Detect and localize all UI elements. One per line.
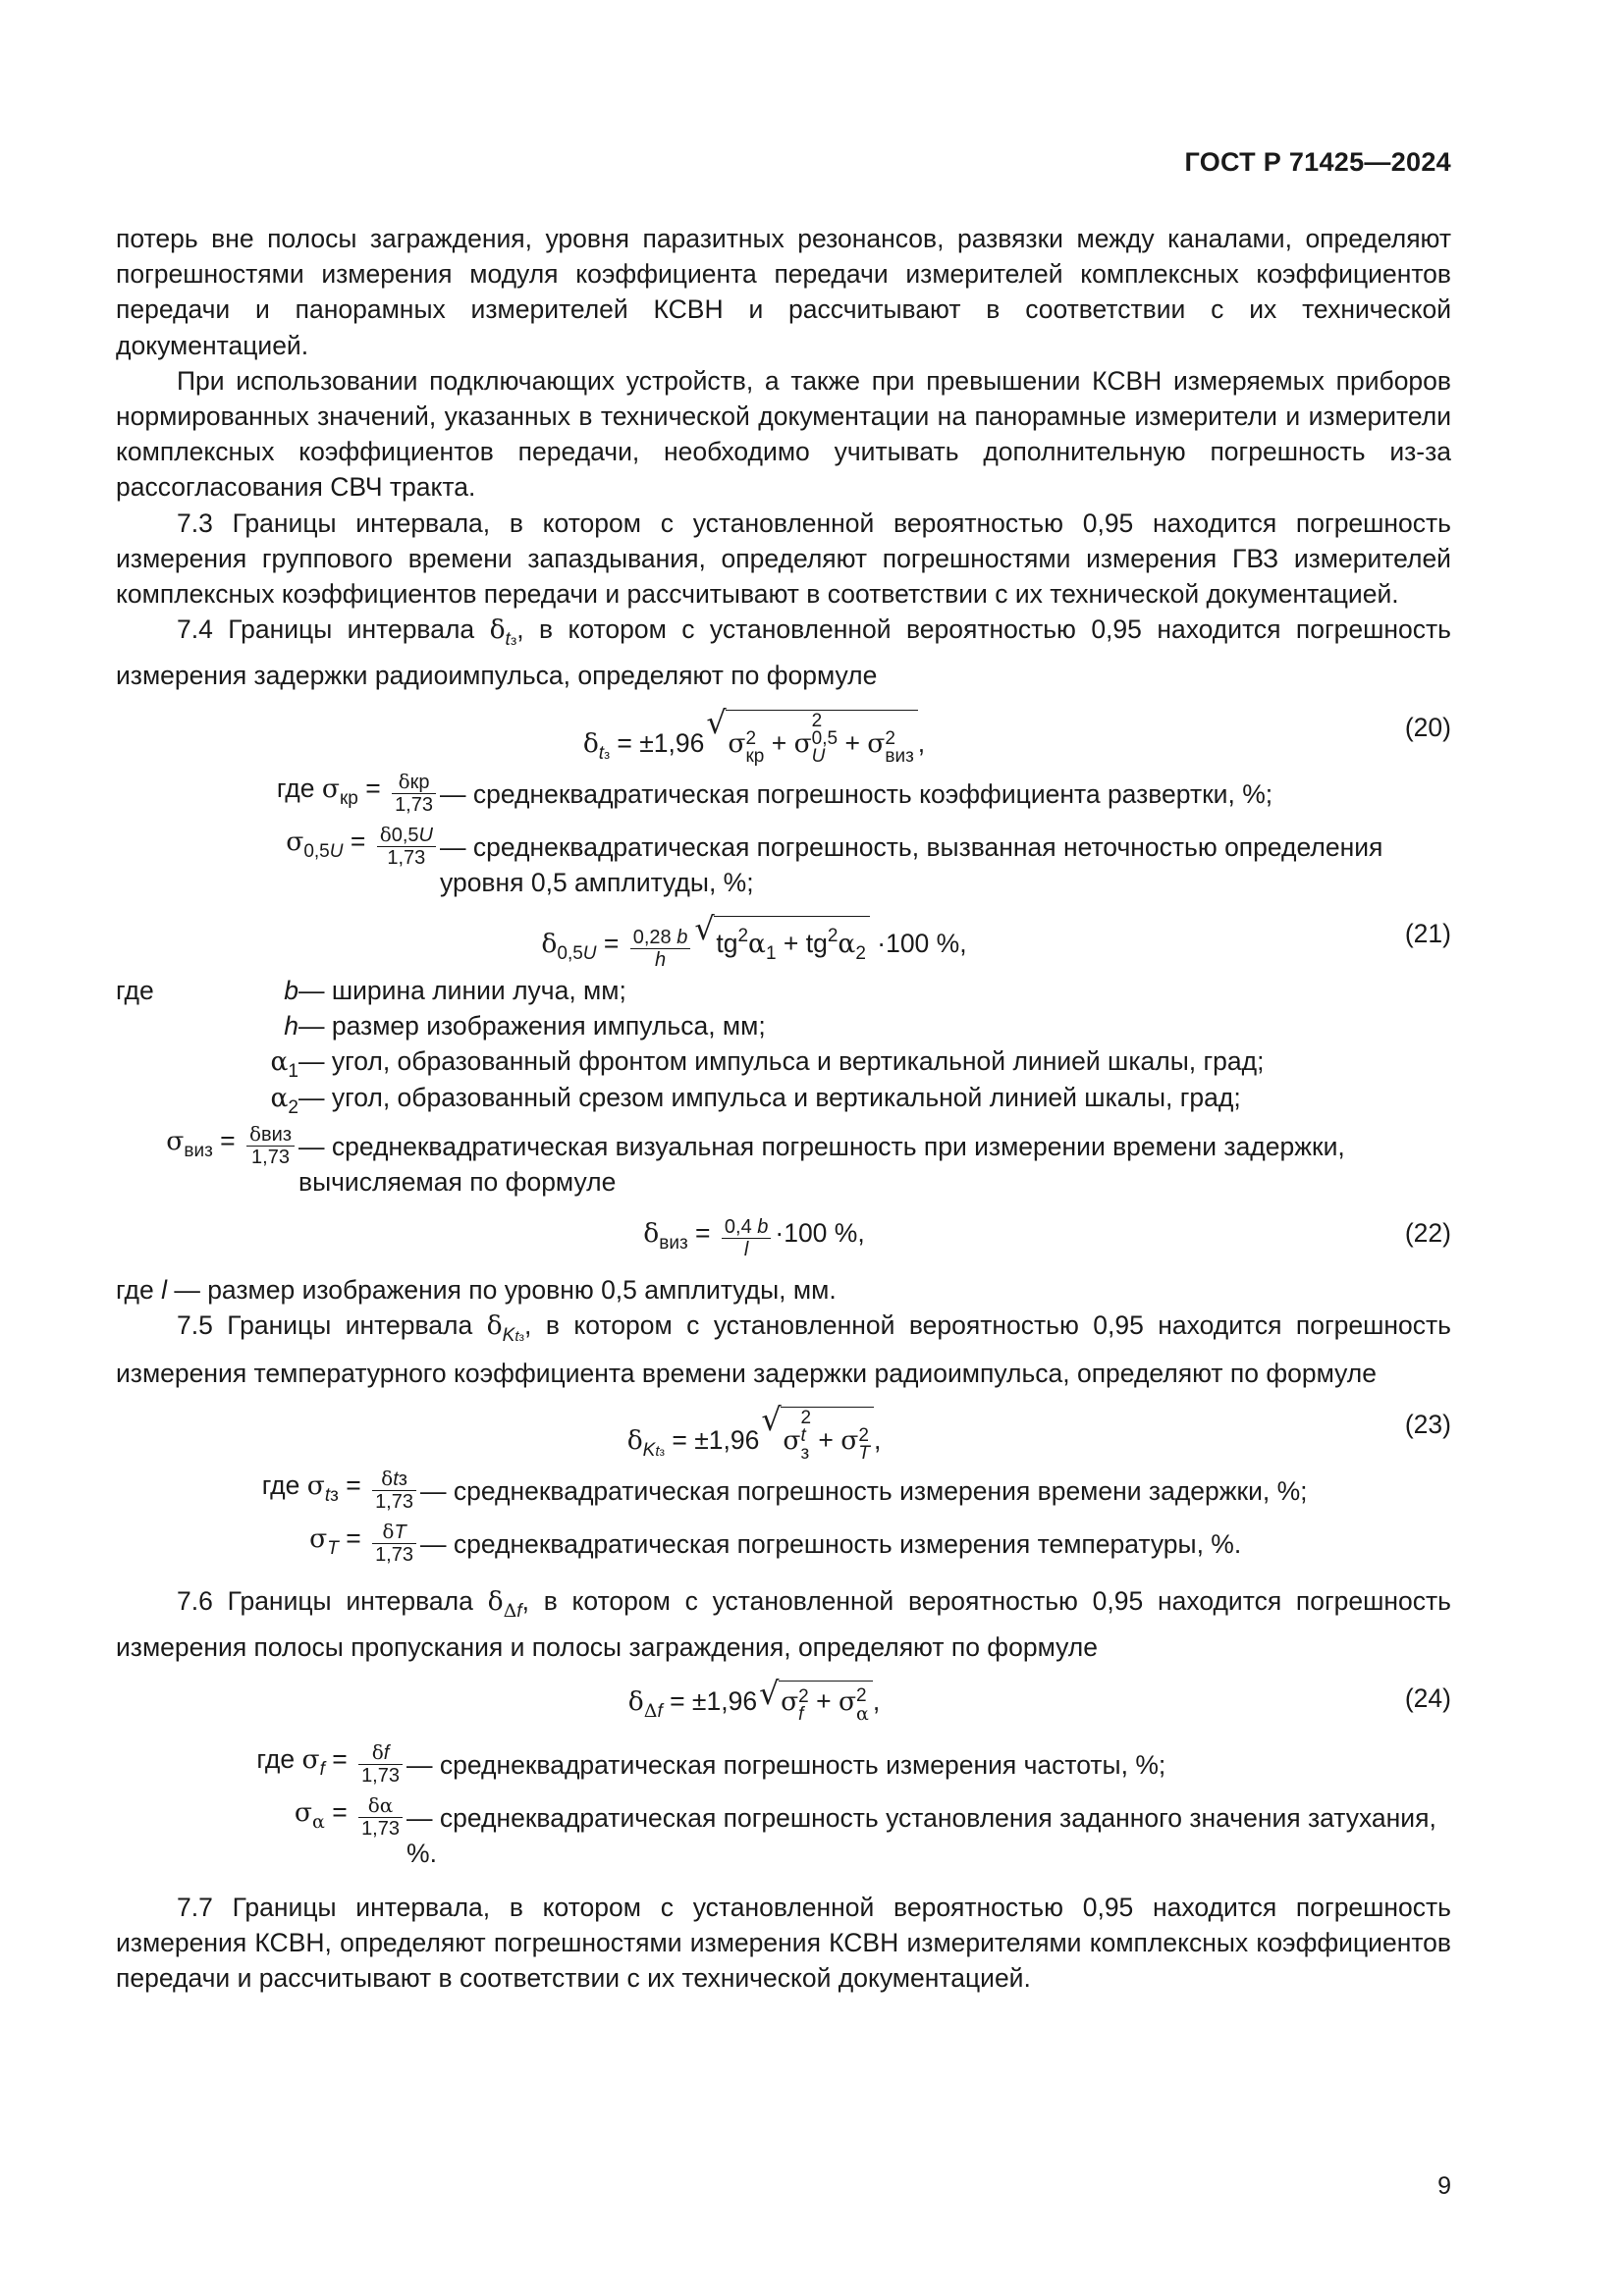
- definition-sigma-kp: где $\sigma_{кр}$ = $\frac{\text{δкр}}{1,73}$ — среднеквадратическая погрешность коэффициента развертки, %;: [276, 769, 1273, 816]
- formula-24: $\delta_{\Delta f} = \pm 1,96√$ σ 2 f + σ 2 α , (24): [116, 1673, 1451, 1730]
- equation-number-23: (23): [1404, 1409, 1451, 1439]
- definition-sigma-T: $\sigma_T$ = $\frac{\delta T}{1,73}$ — среднеквадратическая погрешность измерения температуры, %.: [309, 1519, 1242, 1566]
- equation-number-24: (24): [1404, 1683, 1451, 1714]
- definition-sigma-tz: где $\sigma_{tз}$ = $\frac{\text{δtз}}{1,73}$ — среднеквадратическая погрешность измерения времени задержки, %;: [261, 1466, 1308, 1513]
- definition-alpha1: $\alpha_1$ — угол, образованный фронтом импульса и вертикальной линией шкалы, град;: [270, 1046, 1265, 1083]
- paragraph-continuation: потерь вне полосы заграждения, уровня паразитных резонансов, развязки между каналами, определяют погрешностями измерения модуля коэффициента передачи измерителей комплексных коэффициентов передачи и панорамных измерителей КСВН и рассчитывают в соответствии с их технической документацией.: [116, 224, 1451, 360]
- clause-7-6: 7.6 Границы интервала $\delta_{\Delta f}$, в котором с установленной вероятностью 0,95 находится погрешность измерения полосы пропускания и полосы заграждения, определяют по формуле: [116, 1585, 1451, 1663]
- equation-number-21: (21): [1404, 919, 1451, 949]
- definition-sigma-viz: $\sigma_{виз}$ = $\frac{\text{δвиз}}{1,73}$ — среднеквадратическая визуальная погрешность при измерении времени задержки, вычисляемая по формуле: [166, 1121, 1345, 1198]
- definition-sigma-alpha: $\sigma_\alpha$ = $\frac{\delta\alpha}{1,73}$ — среднеквадратическая погрешность установления заданного значения затухания, %.: [294, 1793, 1436, 1869]
- equation-number-20: (20): [1404, 712, 1451, 742]
- definition-h: h — размер изображения импульса, мм;: [284, 1011, 766, 1041]
- document-header: ГОСТ Р 71425—2024: [1184, 147, 1451, 177]
- definition-b: где b — ширина линии луча, мм;: [116, 976, 626, 1006]
- definition-alpha2: $\alpha_2$ — угол, образованный срезом импульса и вертикальной линией шкалы, град;: [270, 1082, 1241, 1118]
- clause-7-7: 7.7 Границы интервала, в котором с установленной вероятностью 0,95 находится погрешность измерения КСВН, определяют погрешностями измерения КСВН измерителями комплексных коэффициентов передачи и рассчитывают в соответствии с их технической документацией.: [116, 1892, 1451, 1994]
- formula-23: $\delta_{Ktз} = \pm 1,96√$ σ 2 t з + σ 2 T , (23): [116, 1399, 1451, 1456]
- paragraph-connecting-devices: При использовании подключающих устройств, а также при превышении КСВН измеряемых приборов нормированных значений, указанных в технической документации на панорамные измерители и измерители комплексных коэффициентов передачи, необходимо учитывать дополнительную погрешность из-за рассогласования СВЧ тракта.: [116, 365, 1451, 503]
- clause-7-3: 7.3 Границы интервала, в котором с установленной вероятностью 0,95 находится погрешность измерения группового времени запаздывания, определяют погрешностями измерения ГВЗ измерителей комплексных коэффициентов передачи и рассчитывают в соответствии с их технической документацией.: [116, 507, 1451, 610]
- clause-7-5: 7.5 Границы интервала $\delta_{Ktз}$, в котором с установленной вероятностью 0,95 находится погрешность измерения температурного коэффициента времени задержки радиоимпульса, определяют по формуле: [116, 1310, 1451, 1388]
- equation-number-22: (22): [1404, 1218, 1451, 1249]
- formula-22: $\delta_{виз}$ = $\frac{0,4 b}{l}$ ·100 %, (22): [643, 1216, 1451, 1261]
- definition-l: где l — размер изображения по уровню 0,5 амплитуды, мм.: [116, 1275, 837, 1306]
- formula-20: $\delta_{tз} = \pm 1,96√$ σ 2 кр + σ 2 0,5 U + σ 2 виз , (20): [116, 702, 1451, 759]
- formula-21: $\delta_{0,5U}$ = $\frac{0,28 b}{h}$ √ $tg^2\alpha_1 + tg^2\alpha_2 \cdot 100$ %, (21): [116, 908, 1451, 965]
- clause-7-4: 7.4 Границы интервала $\delta_{tз}$, в котором с установленной вероятностью 0,95 находится погрешность измерения задержки радиоимпульса, определяют по формуле: [116, 614, 1451, 691]
- definition-sigma-f: где $\sigma_f$ = $\frac{\delta f}{1,73}$ — среднеквадратическая погрешность измерения частоты, %;: [256, 1740, 1166, 1788]
- definition-sigma-05u: $\sigma_{0,5U}$ = $\frac{\delta 0,5U}{1,73}$ — среднеквадратическая погрешность, вызванная неточностью определения уровня 0,5 амплитуды, %;: [286, 822, 1383, 897]
- document-body: [116, 221, 1451, 1996]
- page-number: 9: [1437, 2172, 1451, 2200]
